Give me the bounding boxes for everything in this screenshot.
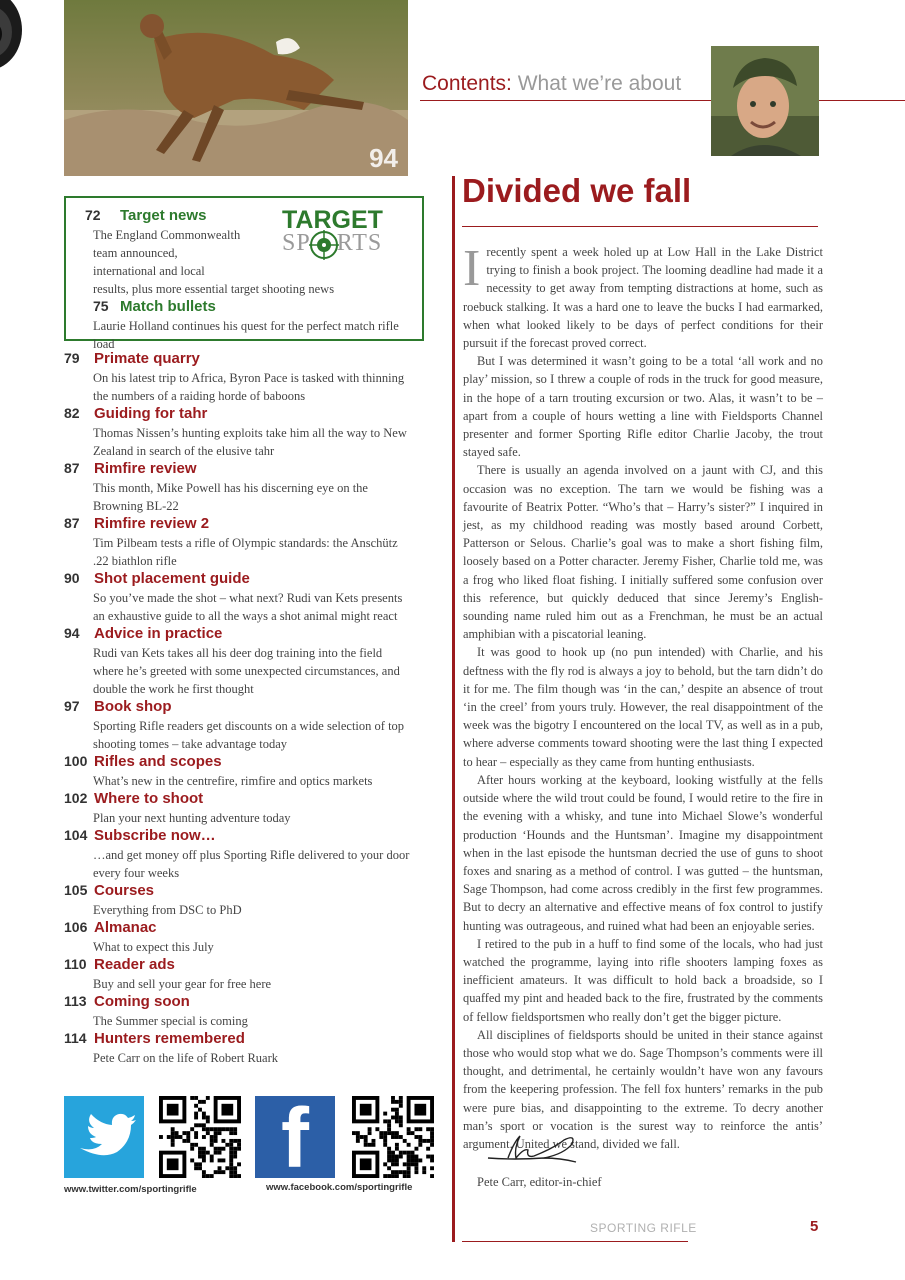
toc-page-number: 105 xyxy=(64,882,88,898)
toc-entry[interactable] xyxy=(64,625,434,698)
signature-caption: Pete Carr, editor-in-chief xyxy=(477,1175,602,1189)
toc-entry[interactable] xyxy=(64,1030,434,1067)
target-entry-desc: Laurie Holland continues his quest for the perfect match rifle load xyxy=(93,319,399,351)
twitter-link[interactable]: www.twitter.com/sportingrifle xyxy=(64,1184,197,1195)
target-entry-title: Target news xyxy=(120,207,207,224)
toc-page-number: 90 xyxy=(64,570,80,586)
toc-title: Shot placement guide xyxy=(94,570,250,587)
footer-brand: SPORTING RIFLE xyxy=(590,1221,697,1235)
article-paragraph: After hours working at the keyboard, looking wistfully at the fells outside where the wild trout could be found, I would retire to the fire in the evening with a whisky, and tune into Michael Slowe’s wonderful production ‘Hounds and the Huntsman’. Imagine my disappointment when in the last episode the huntsman decried the use of guns to shoot foxes and snaring as a method of control. I was gutted – the huntsman, Sage Thompson, had come across credibly in the first few programmes. But to decry an alternative and effective means of fox control to justify hunting was outrageous, and ruined what had been an enjoyable series. xyxy=(463,772,823,933)
toc-title: Hunters remembered xyxy=(94,1030,245,1047)
toc-page-number: 79 xyxy=(64,350,80,366)
toc-description: So you’ve made the shot – what next? Rudi van Kets presents an exhaustive guide to all the ways a shot animal might react xyxy=(93,591,403,623)
toc-description: Sporting Rifle readers get discounts on a wide selection of top shooting tomes – take advantage today xyxy=(93,719,405,751)
toc-title: Rifles and scopes xyxy=(94,753,222,770)
toc-entry[interactable] xyxy=(64,882,434,919)
toc-description: What’s new in the centrefire, rimfire and optics markets xyxy=(93,774,373,788)
toc-entry[interactable] xyxy=(64,570,434,625)
article-paragraph: It was good to hook up (no pun intended) with Charlie, and his deftness with the fly rod is always a joy to behold, but the tarn didn’t do it for me. The film though was ‘in the can,’ despite an absence of trout ‘in the creel’ from yours truly. However, the real disappointment of the week was the bigotry I encountered on the local TV, as well as in a pub, where adverse comments toward shooting were the last thing I expected to hear – especially as they came from hunting enthusiasts. xyxy=(463,645,823,769)
logo-target-text: TARGET xyxy=(282,206,383,234)
toc-entry[interactable] xyxy=(64,827,434,882)
twitter-qr-code[interactable] xyxy=(159,1096,241,1178)
article-body xyxy=(463,240,823,1153)
toc-title: Rimfire review xyxy=(94,460,197,477)
toc-page-number: 104 xyxy=(64,827,88,843)
toc-title: Book shop xyxy=(94,698,172,715)
toc-description: Thomas Nissen’s hunting exploits take him all the way to New Zealand in search of the elusive tahr xyxy=(93,426,407,458)
toc-page-number: 87 xyxy=(64,460,80,476)
toc-description: What to expect this July xyxy=(93,940,214,954)
photo-page-number: 94 xyxy=(369,143,398,173)
toc-page-number: 102 xyxy=(64,790,88,806)
article-paragraph: But I was determined it wasn’t going to be a total ‘all work and no play’ mission, so I threw a couple of rods in the truck for good measure, in the hope of a tarn trouting excursion or two. Alas, it wasn’t to be – apart from a couple of hours wetting a line with Fieldsports Channel presenter and former Sporting Rifle editor Charlie Jacoby, the trout stayed safe. xyxy=(463,354,823,460)
target-entry-title: Match bullets xyxy=(120,298,216,315)
toc-entry[interactable] xyxy=(64,698,434,753)
toc-page-number: 113 xyxy=(64,993,87,1009)
toc-entry[interactable] xyxy=(64,350,434,405)
article-title: Divided we fall xyxy=(462,172,692,209)
footer-rule xyxy=(462,1241,688,1242)
editor-signature xyxy=(484,1128,584,1170)
toc-description: This month, Mike Powell has his discerning eye on the Browning BL-22 xyxy=(93,481,368,513)
contents-list xyxy=(64,350,434,1067)
article-paragraph: I retired to the pub in a huff to find some of the locals, who had just watched the programme, laying into rifle shooters lamping foxes as inefficient amateurs. It was difficult to hold back a broadside, so I quaffed my pint and headed back to the fire, frustrated by the comments of fellow fieldsportsmen who really don’t get the bigger picture. xyxy=(463,936,823,1024)
toc-description: Rudi van Kets takes all his deer dog training into the field where he’s greeted with some unexpected circumstances, and double the work he first thought xyxy=(93,646,400,696)
toc-title: Coming soon xyxy=(94,993,190,1010)
editor-portrait xyxy=(711,46,819,156)
toc-title: Subscribe now… xyxy=(94,827,216,844)
facebook-link[interactable]: www.facebook.com/sportingrifle xyxy=(266,1182,413,1193)
toc-page-number: 106 xyxy=(64,919,88,935)
toc-description: On his latest trip to Africa, Byron Pace is tasked with thinning the numbers of a raiding horde of baboons xyxy=(93,371,405,403)
toc-title: Where to shoot xyxy=(94,790,204,807)
toc-page-number: 114 xyxy=(64,1030,87,1046)
toc-page-number: 87 xyxy=(64,515,80,531)
toc-title: Guiding for tahr xyxy=(94,405,208,422)
toc-description: The Summer special is coming xyxy=(93,1014,248,1028)
toc-page-number: 82 xyxy=(64,405,80,421)
contents-rule xyxy=(420,100,905,101)
target-sports-box xyxy=(64,196,424,351)
toc-entry[interactable] xyxy=(64,460,434,515)
contents-label: Contents: xyxy=(422,72,512,95)
toc-title: Reader ads xyxy=(94,956,175,973)
title-rule xyxy=(462,226,818,227)
toc-entry[interactable] xyxy=(64,993,434,1030)
toc-entry[interactable] xyxy=(64,753,434,790)
facebook-qr-code[interactable] xyxy=(352,1096,434,1178)
toc-entry[interactable] xyxy=(64,919,434,956)
target-entry-desc: The England Commonwealth team announced, international and local results, plus more essential target shooting news xyxy=(93,228,335,296)
target-entry[interactable]: 72 Target news xyxy=(85,207,207,224)
contents-heading xyxy=(422,72,681,96)
deer-photo xyxy=(64,0,408,176)
drop-cap: I xyxy=(463,240,481,297)
toc-title: Rimfire review 2 xyxy=(94,515,210,532)
toc-description: Everything from DSC to PhD xyxy=(93,903,242,917)
toc-entry[interactable] xyxy=(64,515,434,570)
toc-entry[interactable] xyxy=(64,956,434,993)
page-number: 5 xyxy=(810,1218,819,1235)
toc-entry[interactable] xyxy=(64,405,434,460)
article-paragraph: Irecently spent a week holed up at Low Hall in the Lake District trying to finish a book project. The looming deadline had made it a necessity to get away from tempting distractions at home, such as roebuck stalking. It was a hard one to leave the bucks I had earmarked, when what looked likely to be days of perfect conditions for their pursuit if the forecast proved correct. xyxy=(463,240,823,351)
toc-title: Advice in practice xyxy=(94,625,223,642)
toc-description: Pete Carr on the life of Robert Ruark xyxy=(93,1051,279,1065)
logo-sports-text: SP RTS xyxy=(282,230,383,256)
facebook-icon[interactable]: f xyxy=(255,1096,335,1178)
toc-page-number: 100 xyxy=(64,753,88,769)
toc-page-number: 94 xyxy=(64,625,80,641)
article-paragraph: There is usually an agenda involved on a jaunt with CJ, and this occasion was no exception. The tarn we would be fishing was a favourite of Beatrix Potter. “Who’s that – Harry’s sister?” I inquired in jest, as my childhood reading was mostly based around Corbett, Patterson or Selous. Charlie’s goal was to make a short fishing film, loosely based on a Potter character. Jeremy Fisher, Charlie told me, was a frog who liked float fishing. I initially suffered some confusion over this reference, but quickly deduced that since Jeremy’s English-sounding name ruled him out as a Frenchman, he must be an actual amphibian with a piscatorial leaning. xyxy=(463,463,823,642)
toc-description: Buy and sell your gear for free here xyxy=(93,977,272,991)
toc-description: Tim Pilbeam tests a rifle of Olympic standards: the Anschütz .22 biathlon rifle xyxy=(93,536,398,568)
toc-entry[interactable] xyxy=(64,790,434,827)
contents-subtitle: What we’re about xyxy=(517,72,682,95)
target-entry[interactable]: 75 Match bullets xyxy=(93,298,216,315)
toc-title: Primate quarry xyxy=(94,350,200,367)
toc-page-number: 110 xyxy=(64,956,87,972)
toc-description: Plan your next hunting adventure today xyxy=(93,811,291,825)
twitter-icon[interactable] xyxy=(64,1096,144,1178)
social-links xyxy=(64,1091,444,1206)
article-vertical-rule xyxy=(452,176,455,1242)
toc-page-number: 97 xyxy=(64,698,80,714)
toc-title: Courses xyxy=(94,882,155,899)
binoculars-image xyxy=(0,0,30,70)
toc-description: …and get money off plus Sporting Rifle delivered to your door every four weeks xyxy=(93,848,410,880)
article-paragraph: All disciplines of fieldsports should be united in their stance against those who would stop what we do. Sage Thompson’s comments were ill thought, and detrimental, he certainly wouldn’t have won any favours from the keepering profession. The fell fox hunters’ remarks in the pub were pure bias, and disappointing to the extreme. To decry another man’s sport or vocation is the surest way to reinforce the antis’ argument. United we stand, divided we fall. xyxy=(463,1027,823,1151)
toc-title: Almanac xyxy=(94,919,157,936)
